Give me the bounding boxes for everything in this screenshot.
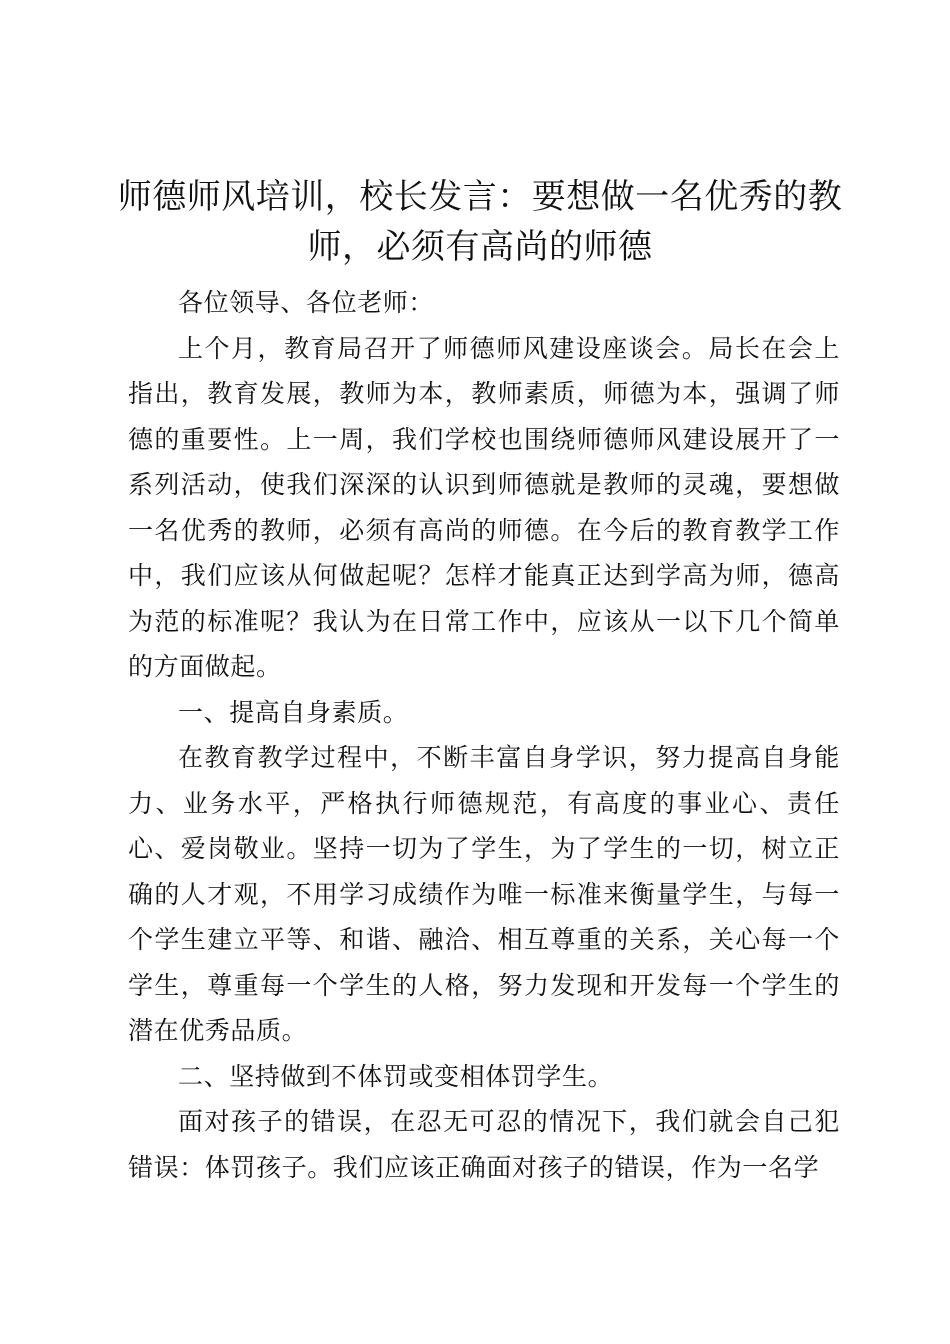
document-body (128, 280, 840, 1190)
intro-paragraph: 上个月，教育局召开了师德师风建设座谈会。局长在会上指出，教育发展，教师为本，教师素质，师德为本，强调了师德的重要性。上一周，我们学校也围绕师德师风建设展开了一系列活动，使我们深深的认识到师德就是教师的灵魂，要想做一名优秀的教师，必须有高尚的师德。在今后的教育教学工作中，我们应该从何做起呢？怎样才能真正达到学高为师，德高为范的标准呢？我认为在日常工作中，应该从一以下几个简单的方面做起。 (128, 333, 840, 681)
section-1-paragraph: 在教育教学过程中，不断丰富自身学识，努力提高自身能力、业务水平，严格执行师德规范，有高度的事业心、责任心、爱岗敬业。坚持一切为了学生，为了学生的一切，树立正确的人才观，不用学习成绩作为唯一标准来衡量学生，与每一个学生建立平等、和谐、融洽、相互尊重的关系，关心每一个学生，尊重每一个学生的人格，努力发现和开发每一个学生的潜在优秀品质。 (128, 743, 840, 1045)
section-2-paragraph: 面对孩子的错误，在忍无可忍的情况下，我们就会自己犯错误：体罚孩子。我们应该正确面对孩子的错误，作为一名学 (128, 1107, 840, 1182)
salutation-paragraph: 各位领导、各位老师： (178, 288, 435, 317)
document-title: 师德师风培训，校长发言：要想做一名优秀的教师，必须有高尚的师德 (117, 177, 843, 267)
section-heading-1: 一、提高自身素质。 (178, 697, 409, 727)
section-heading-2: 二、坚持做到不体罚或变相体罚学生。 (178, 1061, 614, 1091)
